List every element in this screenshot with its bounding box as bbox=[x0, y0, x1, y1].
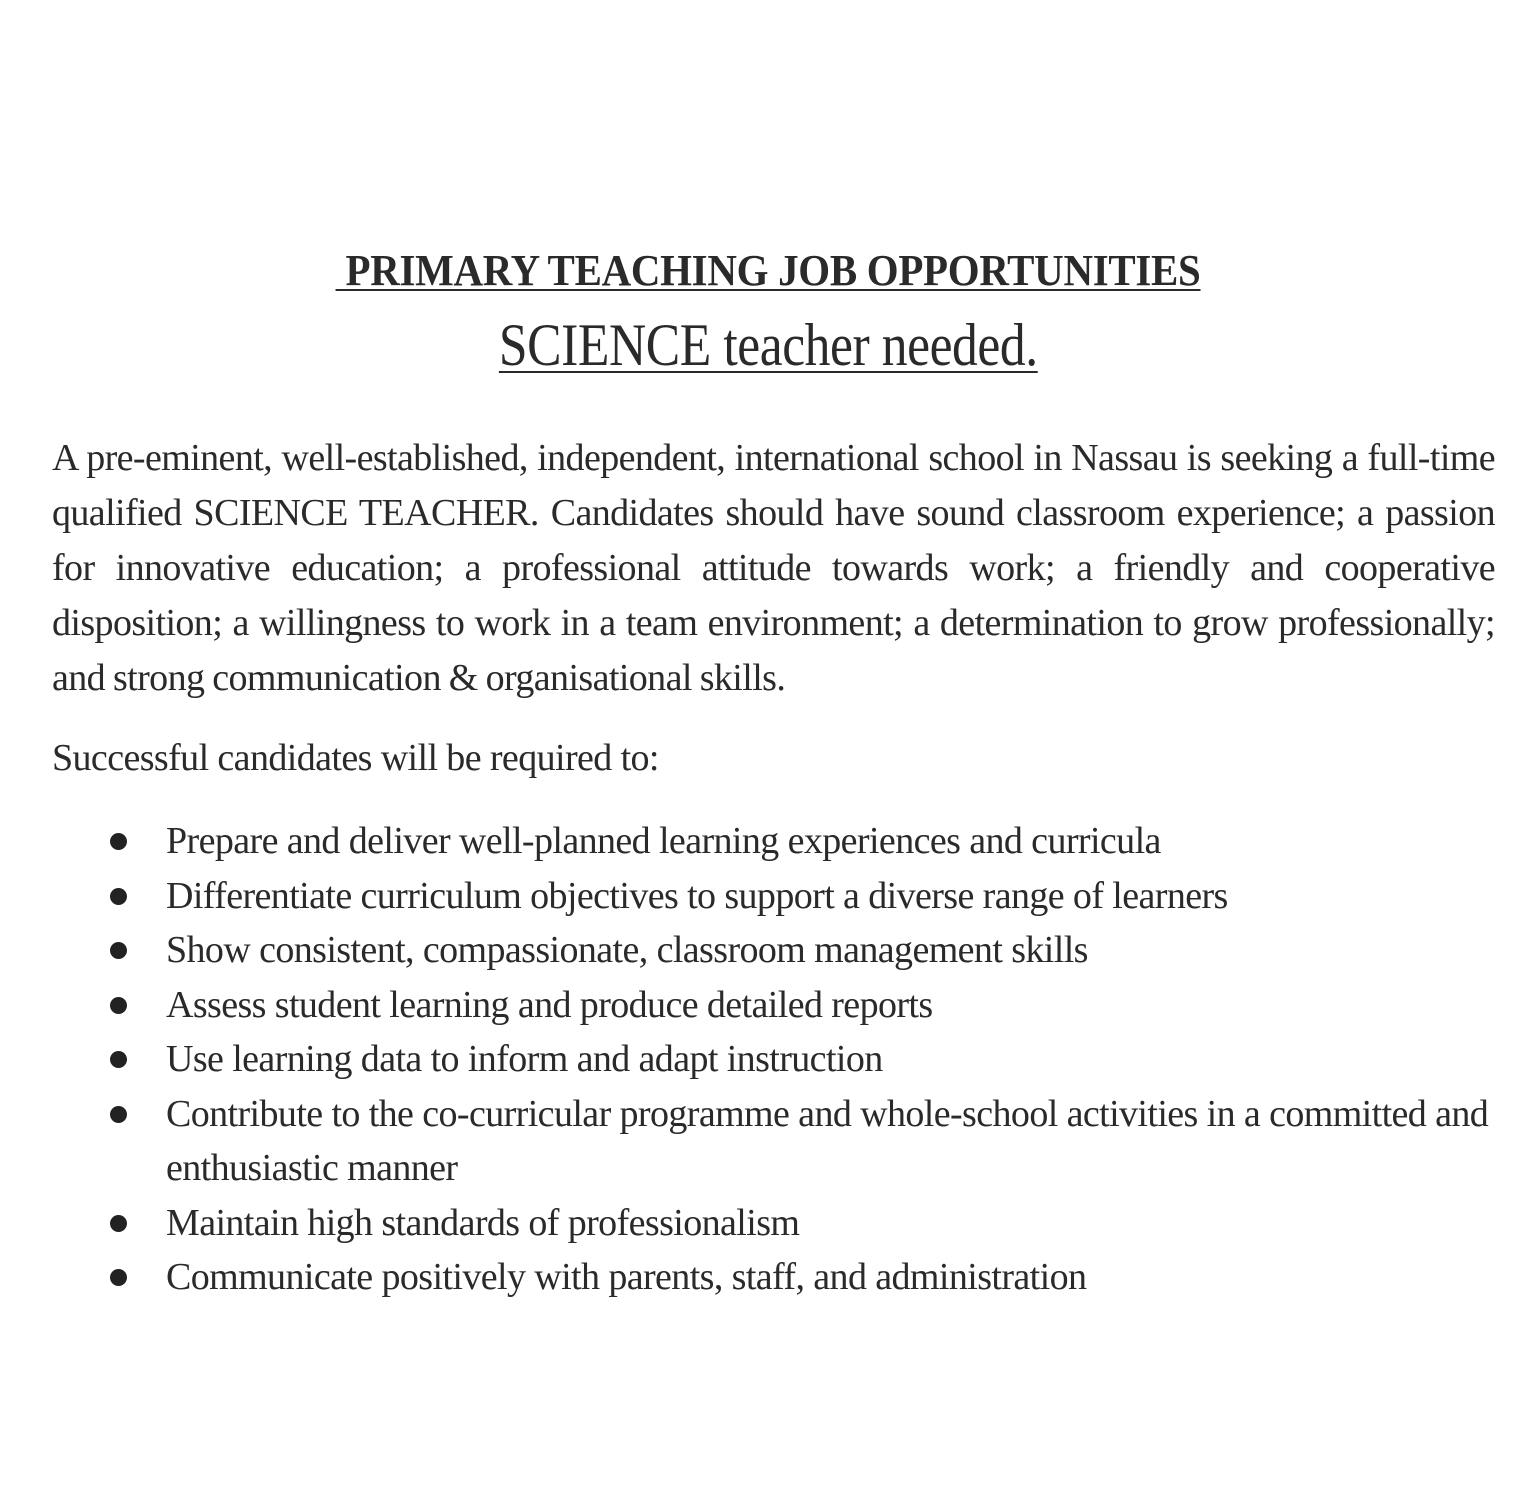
list-item-text: Assess student learning and produce detailed reports bbox=[166, 983, 933, 1026]
page-title: PRIMARY TEACHING JOB OPPORTUNITIES bbox=[335, 246, 1201, 295]
list-item bbox=[108, 869, 1498, 924]
subheading-container bbox=[0, 310, 1536, 380]
duties-list bbox=[108, 814, 1498, 1305]
list-item-text: Contribute to the co-curricular programme and whole-school activities in a committed and enthusiastic manner bbox=[166, 1092, 1489, 1189]
bullet-icon bbox=[110, 1269, 127, 1286]
list-item bbox=[108, 1087, 1498, 1196]
bullet-icon bbox=[110, 888, 127, 905]
list-item bbox=[108, 1250, 1498, 1305]
list-item bbox=[108, 923, 1498, 978]
list-item bbox=[108, 1196, 1498, 1251]
list-item-text: Differentiate curriculum objectives to support a diverse range of learners bbox=[166, 874, 1228, 917]
bullet-icon bbox=[110, 1051, 127, 1068]
requirements-lead: Successful candidates will be required to: bbox=[52, 737, 659, 779]
bullet-icon bbox=[110, 833, 127, 850]
intro-paragraph: A pre-eminent, well-established, independent, international school in Nassau is seeking a full-time qualified SCIENCE TEACHER. Candidates should have sound classroom experience; a passion for innovative education; a professional attitude towards work; a friendly and cooperative disposition; a willingness to work in a team environment; a determination to grow professionally; and strong communication & organisational skills. bbox=[52, 437, 1495, 699]
heading-container bbox=[0, 244, 1536, 298]
list-item bbox=[108, 814, 1498, 869]
bullet-icon bbox=[110, 1106, 127, 1123]
bullet-icon bbox=[110, 1215, 127, 1232]
list-item-text: Use learning data to inform and adapt instruction bbox=[166, 1038, 883, 1080]
list-item-text: Prepare and deliver well-planned learning experiences and curricula bbox=[166, 820, 1161, 862]
list-item-text: Communicate positively with parents, staff, and administration bbox=[166, 1256, 1087, 1298]
list-item bbox=[108, 1032, 1498, 1087]
bullet-icon bbox=[110, 942, 127, 959]
list-item-text: Maintain high standards of professionalism bbox=[166, 1201, 800, 1244]
bullet-icon bbox=[110, 997, 127, 1014]
page-subtitle: SCIENCE teacher needed. bbox=[498, 312, 1038, 378]
list-item bbox=[108, 978, 1498, 1033]
list-item-text: Show consistent, compassionate, classroom management skills bbox=[166, 929, 1088, 971]
